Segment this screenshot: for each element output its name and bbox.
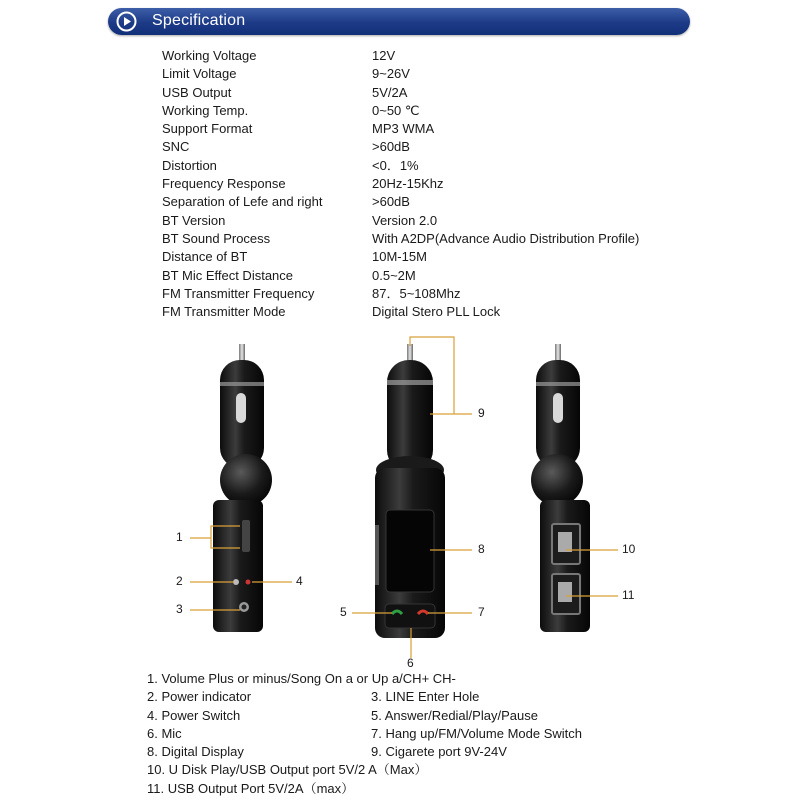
callout-number-1: 1 xyxy=(176,530,183,544)
spec-row xyxy=(162,193,639,211)
callout-number-10: 10 xyxy=(622,542,636,556)
legend-item: 7. Hang up/FM/Volume Mode Switch xyxy=(371,725,582,741)
device-left-view xyxy=(213,344,272,632)
spec-value: 20Hz-15Khz xyxy=(372,176,444,192)
spec-row xyxy=(162,230,639,248)
legend-item: 8. Digital Display xyxy=(147,744,244,760)
spec-row xyxy=(162,285,639,303)
spec-value: Digital Stero PLL Lock xyxy=(372,304,501,320)
spec-row xyxy=(162,212,639,230)
product-illustration xyxy=(0,330,800,670)
spec-value: MP3 WMA xyxy=(372,121,435,137)
callout-number-2: 2 xyxy=(176,574,183,588)
callout-number-5: 5 xyxy=(340,605,347,619)
spec-row xyxy=(162,65,639,83)
spec-label: Distance of BT xyxy=(162,249,248,265)
spec-value: 9~26V xyxy=(372,66,410,82)
spec-label: FM Transmitter Frequency xyxy=(162,285,315,301)
spec-row xyxy=(162,47,639,65)
spec-value: 5V/2A xyxy=(372,84,408,100)
page-title: Specification xyxy=(152,12,246,29)
spec-label: Frequency Response xyxy=(162,176,286,192)
feature-legend xyxy=(147,670,582,798)
spec-label: USB Output xyxy=(162,84,232,100)
spec-row xyxy=(162,267,639,285)
spec-value: 10M-15M xyxy=(372,249,427,265)
spec-value: 12V xyxy=(372,48,396,63)
spec-value: 0.5~2M xyxy=(372,267,416,283)
spec-row xyxy=(162,84,639,102)
spec-row xyxy=(162,157,639,175)
spec-label: Limit Voltage xyxy=(162,66,237,82)
spec-label: Support Format xyxy=(162,121,253,137)
legend-item: 5. Answer/Redial/Play/Pause xyxy=(371,707,538,723)
spec-value: 0~50 ℃ xyxy=(372,102,420,118)
spec-row xyxy=(162,175,639,193)
legend-item: 6. Mic xyxy=(147,725,182,741)
callout-number-9: 9 xyxy=(478,406,485,420)
spec-label: FM Transmitter Mode xyxy=(162,304,286,320)
legend-item: 4. Power Switch xyxy=(147,707,241,723)
spec-row xyxy=(162,303,639,321)
callout-number-6: 6 xyxy=(407,656,414,670)
spec-label: Separation of Lefe and right xyxy=(162,194,323,210)
spec-label: BT Sound Process xyxy=(162,230,271,246)
callout-number-3: 3 xyxy=(176,602,183,616)
spec-row xyxy=(162,120,639,138)
spec-row xyxy=(162,138,639,156)
spec-value: <0．1% xyxy=(372,157,419,173)
spec-value: >60dB xyxy=(372,194,410,210)
spec-value: >60dB xyxy=(372,139,410,155)
legend-item: 2. Power indicator xyxy=(147,689,252,705)
play-icon xyxy=(116,11,137,32)
legend-item: 11. USB Output Port 5V/2A（max） xyxy=(147,780,355,796)
spec-value: 87．5~108Mhz xyxy=(372,285,461,301)
spec-label: Working Voltage xyxy=(162,48,257,63)
spec-row xyxy=(162,102,639,120)
legend-item: 10. U Disk Play/USB Output port 5V/2 A（Max） xyxy=(147,762,428,778)
spec-value: Version 2.0 xyxy=(372,212,438,228)
legend-item: 1. Volume Plus or minus/Song On a or Up a/CH+ CH- xyxy=(147,671,456,686)
callout-number-7: 7 xyxy=(478,605,485,619)
spec-label: BT Version xyxy=(162,212,226,228)
callout-number-4: 4 xyxy=(296,574,303,588)
spec-label: Distortion xyxy=(162,157,217,173)
callout-number-8: 8 xyxy=(478,542,485,556)
spec-value: With A2DP(Advance Audio Distribution Profile) xyxy=(372,230,640,246)
device-right-view xyxy=(531,344,590,632)
legend-item: 3. LINE Enter Hole xyxy=(371,689,480,705)
device-center-view xyxy=(375,344,445,638)
spec-table xyxy=(162,47,639,321)
spec-label: SNC xyxy=(162,139,190,155)
spec-label: BT Mic Effect Distance xyxy=(162,267,294,283)
spec-label: Working Temp. xyxy=(162,102,249,118)
legend-item: 9. Cigarete port 9V-24V xyxy=(371,744,507,760)
spec-row xyxy=(162,248,639,266)
callout-number-11: 11 xyxy=(622,588,635,602)
